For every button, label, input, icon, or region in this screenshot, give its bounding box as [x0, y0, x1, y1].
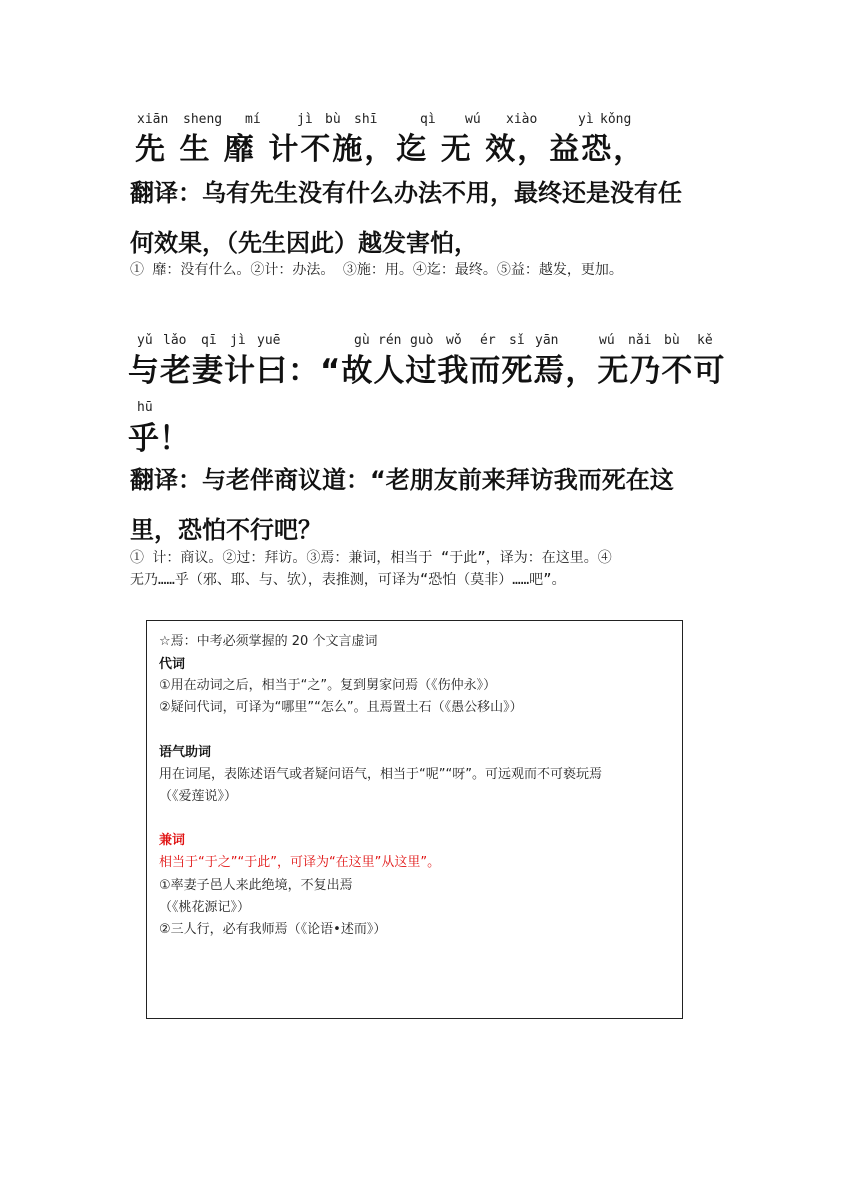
pinyin: wú — [465, 112, 481, 127]
pinyin: gù — [354, 333, 370, 348]
pinyin: kǒng — [600, 112, 632, 127]
box-line: ①率妻子邑人来此绝境，不复出焉 — [159, 878, 353, 893]
pinyin: yuē — [257, 333, 281, 348]
pinyin: bù — [325, 112, 341, 127]
notes-2 — [130, 547, 730, 591]
box-line-highlight: 相当于“于之”“于此”，可译为“在这里”从这里”。 — [159, 855, 441, 870]
pinyin: sheng — [183, 112, 223, 127]
note-line: ① 计：商议。②过：拜访。③焉：兼词，相当于 “于此”，译为：在这里。④ — [130, 550, 612, 566]
translation-2 — [130, 455, 730, 555]
pinyin: xiào — [506, 112, 538, 127]
box-line: ②疑问代词，可译为“哪里”“怎么”。且焉置土石（《愚公移山》） — [159, 700, 523, 715]
section-head-particle: 语气助词 — [159, 745, 212, 760]
pinyin: yān — [535, 333, 559, 348]
note-line: ① 靡：没有什么。②计：办法。 ③施：用。④迄：最终。⑤益：越发，更加。 — [130, 262, 623, 278]
pinyin: lǎo — [163, 333, 187, 348]
classical-text-line-1: 先 生 靡 计不施，迄 无 效，益恐， — [135, 132, 646, 167]
pinyin: nǎi — [628, 333, 652, 348]
pinyin: ér — [480, 333, 496, 348]
box-line: （《桃花源记》） — [159, 900, 251, 915]
translation-1 — [130, 168, 730, 268]
pinyin: mí — [245, 112, 261, 127]
pinyin: hū — [137, 400, 153, 415]
box-line: ②三人行，必有我师焉（《论语•述而》） — [159, 922, 387, 937]
pinyin: guò — [410, 333, 434, 348]
classical-text-line-3: 乎！ — [128, 421, 190, 457]
pinyin: sǐ — [509, 333, 525, 348]
pinyin: jì — [297, 112, 313, 127]
translation-line: 何效果，（先生因此）越发害怕， — [130, 229, 478, 257]
pinyin: yì — [578, 112, 594, 127]
classical-text-line-2: 与老妻计曰：“故人过我而死焉，无乃不可 — [128, 353, 726, 389]
note-line: 无乃……乎（邪、耶、与、欤），表推测，可译为“恐怕（莫非）……吧”。 — [130, 572, 566, 588]
notes-1 — [130, 259, 730, 281]
pinyin: rén — [378, 333, 402, 348]
translation-line: 翻译：乌有先生没有什么办法不用，最终还是没有任 — [130, 179, 682, 207]
box-line: （《爱莲说》） — [159, 789, 238, 804]
function-word-box — [146, 620, 683, 1019]
pinyin: yǔ — [137, 333, 153, 348]
pinyin: qī — [201, 333, 217, 348]
box-line: 用在词尾，表陈述语气或者疑问语气，相当于“呢”“呀”。可远观而不可亵玩焉 — [159, 767, 602, 782]
pinyin: wú — [599, 333, 615, 348]
pinyin: shī — [354, 112, 378, 127]
box-title: ☆焉：中考必须掌握的 20 个文言虚词 — [159, 634, 378, 649]
pinyin: bù — [664, 333, 680, 348]
pinyin: wǒ — [446, 333, 462, 348]
pinyin: jì — [230, 333, 246, 348]
pinyin: xiān — [137, 112, 169, 127]
pinyin: qì — [420, 112, 436, 127]
section-head-pronoun: 代词 — [159, 657, 186, 672]
box-line: ①用在动词之后，相当于“之”。复到舅家问焉（《伤仲永》） — [159, 678, 497, 693]
translation-line: 里，恐怕不行吧？ — [130, 516, 322, 544]
section-head-jianci: 兼词 — [159, 833, 186, 848]
translation-line: 翻译：与老伴商议道：“老朋友前来拜访我而死在这 — [130, 466, 674, 494]
pinyin: kě — [697, 333, 713, 348]
